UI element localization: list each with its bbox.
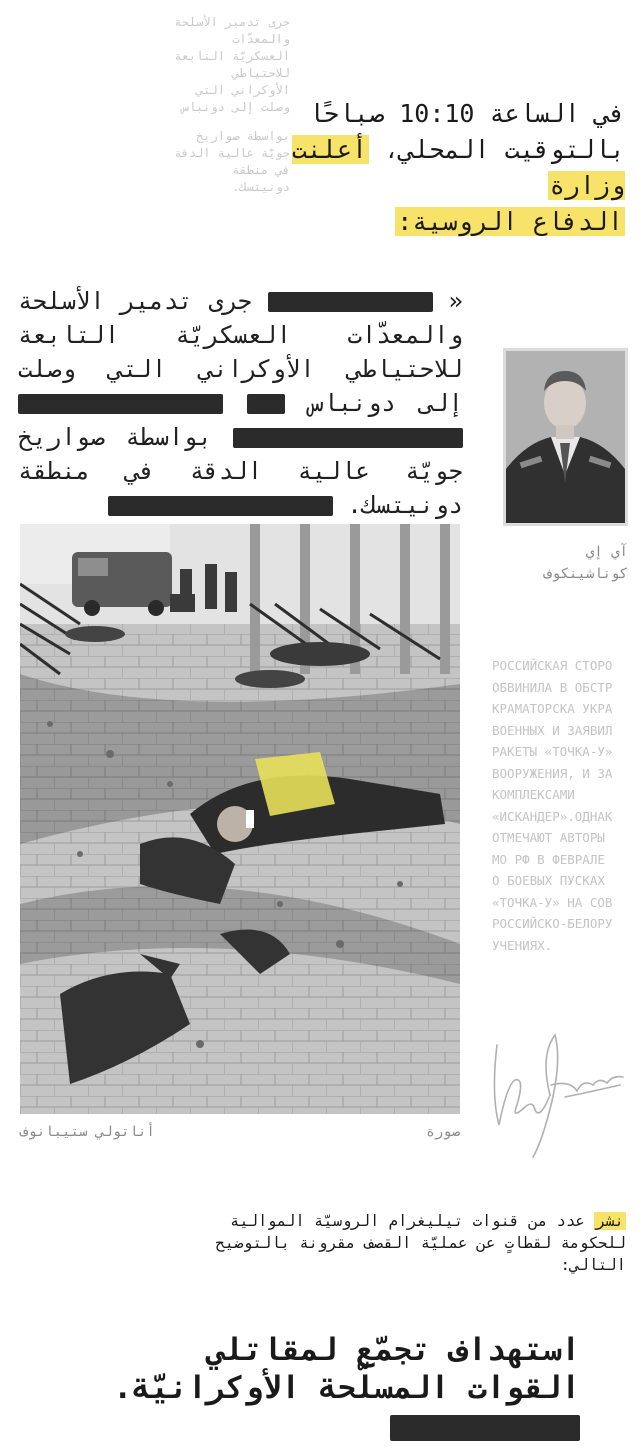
photo-illustration <box>20 524 460 1114</box>
announcement-intro <box>250 96 625 240</box>
russian-text-line: МО РФ В ФЕВРАЛЕ <box>492 851 605 867</box>
russian-text-line: О БОЕВЫХ ПУСКАХ <box>492 873 605 888</box>
photo-label: صورة <box>426 1124 460 1140</box>
russian-text-line: «ТОЧКА-У» НА СОВ <box>492 894 613 910</box>
redaction-bar <box>247 394 285 414</box>
signature-illustration <box>485 1025 635 1165</box>
redaction-bar <box>18 394 223 414</box>
quote-text: بواسطة صواريخ جويّة عالية الدقة في منطقة دونيتسك. <box>18 423 463 519</box>
photographer-name: أناتولي ستيبانوف <box>20 1124 155 1140</box>
highlighted-ministry-text: الدفاع الروسية: <box>397 207 623 236</box>
russian-text-line: УЧЕНИЯХ. <box>492 937 553 953</box>
portrait-photo <box>506 351 625 523</box>
russian-text-line: РОССИЙСКО-БЕЛОРУ <box>492 916 613 931</box>
russian-text-line: РАКЕТЫ «ТОЧКА-У» <box>492 744 613 759</box>
faded-quote-paragraph: جرى تدمير الأسلحة والمعدّات العسكريّة التابعة للاحتياطي الأوكراني التي وصلت إلى دونباس <box>174 15 290 114</box>
portrait-caption <box>500 541 628 585</box>
redaction-bar <box>233 428 463 448</box>
portrait-caption-line: كوناشينكوف <box>543 566 628 582</box>
telegram-headline <box>95 1331 580 1445</box>
russian-text-line: ВОЕННЫХ И ЗАЯВИЛ <box>492 722 613 738</box>
attack-scene-photo <box>20 524 460 1114</box>
redaction-bar <box>390 1415 580 1441</box>
russian-text-line: КРАМАТОРСКА УКРА <box>492 701 613 716</box>
russian-text-line: РОССИЙСКАЯ СТОРО <box>492 658 613 673</box>
russian-text-line: ВООРУЖЕНИЯ, И ЗА <box>492 765 613 781</box>
russian-text-line: «ИСКАНДЕР».ОДНАК <box>492 808 613 824</box>
redaction-bar <box>108 496 333 516</box>
russian-text-line: ОБВИНИЛА В ОБСТР <box>492 679 613 695</box>
quote-text: جرى تدمير الأسلحة والمعدّات العسكريّة التابعة للاحتياطي الأوكراني التي وصلت إلى دونباس <box>18 287 463 417</box>
highlighted-verb: نشر <box>596 1212 624 1230</box>
russian-text-line: КОМПЛЕКСАМИ <box>492 787 575 802</box>
announcement-time-text: في الساعة 10:10 صباحًا بالتوقيت المحلي، <box>308 99 625 164</box>
headline-text: استهداف تجمّع لمقاتلي القوات المسلّحة الأوكرانيّة. <box>113 1332 580 1406</box>
redaction-bar <box>268 292 433 312</box>
highlighted-ministry-text: أعلنت وزارة <box>291 135 625 200</box>
ministry-quote <box>18 284 463 522</box>
official-portrait <box>503 348 628 526</box>
quote-open-mark: « <box>448 287 463 315</box>
portrait-caption-line: آي إي <box>585 544 628 560</box>
photo-credit <box>20 1124 460 1148</box>
faded-quote-paragraph: بواسطة صواريخ جويّة عالية الدقة في منطقة دونيتسك. <box>174 129 290 194</box>
russian-text-line: ОТМЕЧАЮТ АВТОРЫ <box>492 830 605 845</box>
faded-russian-text <box>492 655 640 1015</box>
telegram-text: عدد من قنوات تيليغرام الروسيّة الموالية للحكومة لقطاتٍ عن عمليّة القصف مقرونة بالتوضيح التالي: <box>215 1212 626 1274</box>
telegram-paragraph <box>200 1210 626 1276</box>
